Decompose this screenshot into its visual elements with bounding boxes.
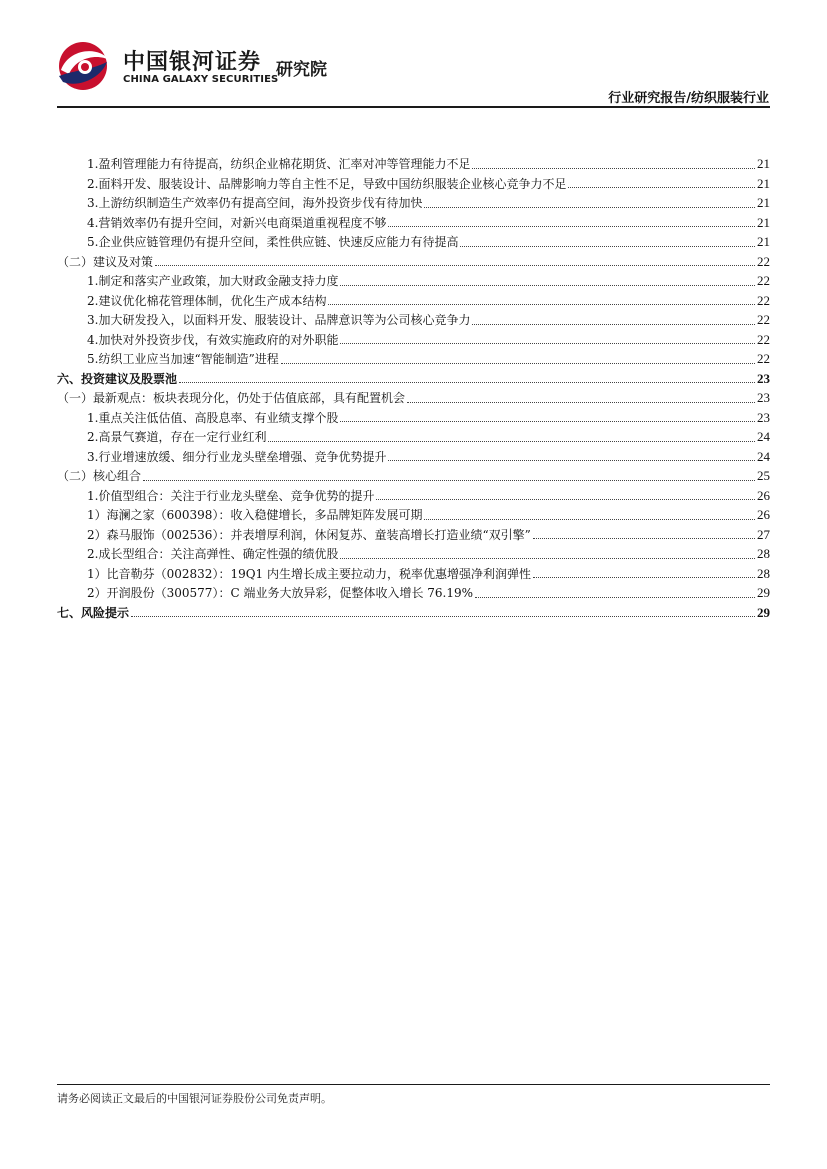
toc-entry[interactable] (57, 291, 770, 311)
toc-entry-title: 六、投资建议及股票池 (57, 371, 178, 386)
toc-entry[interactable] (57, 271, 770, 291)
toc-dot-leader (407, 402, 755, 403)
toc-dot-leader (460, 246, 755, 247)
toc-entry-title: 5.纺织工业应当加速“智能制造”进程 (87, 352, 279, 366)
toc-entry-title: 1.制定和落实产业政策，加大财政金融支持力度 (87, 274, 339, 288)
toc-dot-leader (475, 597, 755, 598)
toc-dot-leader (179, 382, 755, 383)
table-of-contents (57, 154, 770, 622)
toc-page-number: 24 (757, 429, 770, 444)
toc-page-number: 26 (757, 507, 770, 522)
toc-page-number: 21 (757, 214, 770, 230)
toc-dot-leader (281, 363, 755, 364)
toc-page-number: 21 (757, 234, 770, 249)
toc-entry-title: 七、风险提示 (57, 605, 130, 620)
toc-dot-leader (568, 187, 755, 188)
toc-entry[interactable] (57, 525, 770, 545)
toc-page-number: 29 (757, 585, 770, 600)
toc-entry[interactable] (57, 427, 770, 447)
toc-entry-title: （二）核心组合 (57, 469, 142, 483)
toc-entry[interactable] (57, 154, 770, 174)
toc-dot-leader (533, 538, 755, 539)
toc-entry[interactable] (57, 603, 770, 623)
toc-entry[interactable] (57, 369, 770, 389)
toc-entry-title: 3.加大研发投入，以面料开发、服装设计、品牌意识等为公司核心竞争力 (87, 313, 471, 327)
toc-page-number: 27 (757, 526, 770, 542)
toc-entry[interactable] (57, 505, 770, 525)
toc-page-number: 22 (757, 292, 770, 308)
toc-dot-leader (340, 558, 755, 559)
toc-entry-title: （二）建议及对策 (57, 254, 154, 269)
toc-page-number: 25 (757, 468, 770, 483)
toc-dot-leader (388, 226, 755, 227)
toc-entry[interactable] (57, 252, 770, 272)
toc-dot-leader (155, 265, 755, 266)
toc-entry[interactable] (57, 349, 770, 369)
toc-page-number: 28 (757, 546, 770, 561)
toc-entry-title: 1.价值型组合：关注于行业龙头壁垒、竞争优势的提升 (87, 488, 375, 503)
toc-dot-leader (328, 304, 755, 305)
toc-entry[interactable] (57, 466, 770, 486)
toc-entry-title: 5.企业供应链管理仍有提升空间，柔性供应链、快速反应能力有待提高 (87, 235, 459, 249)
brand-name-cn: 中国银河证券 (123, 50, 262, 75)
toc-entry[interactable] (57, 486, 770, 506)
toc-page-number: 23 (757, 390, 770, 405)
toc-entry-title: （一）最新观点：板块表现分化，仍处于估值底部，具有配置机会 (57, 391, 406, 405)
toc-dot-leader (472, 168, 755, 169)
brand-name-en: CHINA GALAXY SECURITIES (123, 74, 279, 85)
toc-dot-leader (340, 343, 755, 344)
toc-dot-leader (533, 577, 755, 578)
toc-entry-title: 1.盈利管理能力有待提高，纺织企业棉花期货、汇率对冲等管理能力不足 (87, 157, 471, 171)
header-divider (57, 106, 770, 108)
toc-entry[interactable] (57, 232, 770, 252)
toc-page-number: 22 (757, 331, 770, 347)
toc-page-number: 21 (757, 195, 770, 210)
toc-entry[interactable] (57, 564, 770, 584)
toc-entry-title: 3.上游纺织制造生产效率仍有提高空间，海外投资步伐有待加快 (87, 196, 423, 210)
toc-page-number: 23 (757, 409, 770, 425)
toc-entry-title: 1）比音勒芬（002832）：19Q1 内生增长成主要拉动力，税率优惠增强净利润弹性 (87, 566, 532, 581)
disclaimer-note: 请务必阅读正文最后的中国银河证券股份公司免责声明。 (57, 1092, 332, 1105)
toc-page-number: 22 (757, 273, 770, 288)
page-header (0, 0, 827, 110)
toc-page-number: 24 (757, 448, 770, 464)
toc-entry[interactable] (57, 408, 770, 428)
toc-page-number: 28 (757, 565, 770, 581)
toc-entry[interactable] (57, 388, 770, 408)
toc-entry[interactable] (57, 174, 770, 194)
toc-dot-leader (376, 499, 755, 500)
toc-page-number: 26 (757, 487, 770, 503)
toc-entry[interactable] (57, 193, 770, 213)
institute-label: 研究院 (276, 60, 327, 80)
toc-entry[interactable] (57, 213, 770, 233)
toc-page-number: 22 (757, 312, 770, 327)
footer-divider (57, 1084, 770, 1085)
toc-dot-leader (131, 616, 755, 617)
toc-entry-title: 2.高景气赛道，存在一定行业红利 (87, 430, 267, 444)
toc-dot-leader (424, 519, 755, 520)
toc-entry-title: 1.重点关注低估值、高股息率、有业绩支撑个股 (87, 410, 339, 425)
toc-entry-title: 1）海澜之家（600398）：收入稳健增长，多品牌矩阵发展可期 (87, 508, 423, 522)
toc-entry[interactable] (57, 447, 770, 467)
toc-dot-leader (143, 480, 755, 481)
toc-entry[interactable] (57, 544, 770, 564)
toc-dot-leader (388, 460, 755, 461)
report-type: 行业研究报告/纺织服装行业 (608, 91, 769, 106)
toc-entry-title: 4.营销效率仍有提升空间，对新兴电商渠道重视程度不够 (87, 215, 387, 230)
toc-entry-title: 2.建议优化棉花管理体制，优化生产成本结构 (87, 293, 327, 308)
toc-dot-leader (424, 207, 755, 208)
toc-page-number: 23 (757, 370, 770, 386)
toc-page-number: 22 (757, 253, 770, 269)
toc-page-number: 29 (757, 604, 770, 620)
toc-dot-leader (340, 421, 755, 422)
toc-entry[interactable] (57, 583, 770, 603)
toc-entry-title: 4.加快对外投资步伐，有效实施政府的对外职能 (87, 332, 339, 347)
toc-entry-title: 2.成长型组合：关注高弹性、确定性强的绩优股 (87, 547, 339, 561)
toc-entry-title: 3.行业增速放缓、细分行业龙头壁垒增强、竞争优势提升 (87, 449, 387, 464)
toc-entry-title: 2.面料开发、服装设计、品牌影响力等自主性不足，导致中国纺织服装企业核心竞争力不足 (87, 176, 567, 191)
toc-page-number: 21 (757, 156, 770, 171)
toc-entry-title: 2）开润股份（300577）：C 端业务大放异彩，促整体收入增长 76.19% (87, 586, 474, 600)
galaxy-logo-icon (55, 40, 111, 92)
toc-page-number: 21 (757, 175, 770, 191)
toc-page-number: 22 (757, 351, 770, 366)
toc-entry-title: 2）森马服饰（002536）：并表增厚利润，休闲复苏、童装高增长打造业绩“双引擎” (87, 527, 531, 542)
toc-entry[interactable] (57, 310, 770, 330)
toc-dot-leader (340, 285, 755, 286)
toc-dot-leader (268, 441, 755, 442)
toc-dot-leader (472, 324, 755, 325)
toc-entry[interactable] (57, 330, 770, 350)
